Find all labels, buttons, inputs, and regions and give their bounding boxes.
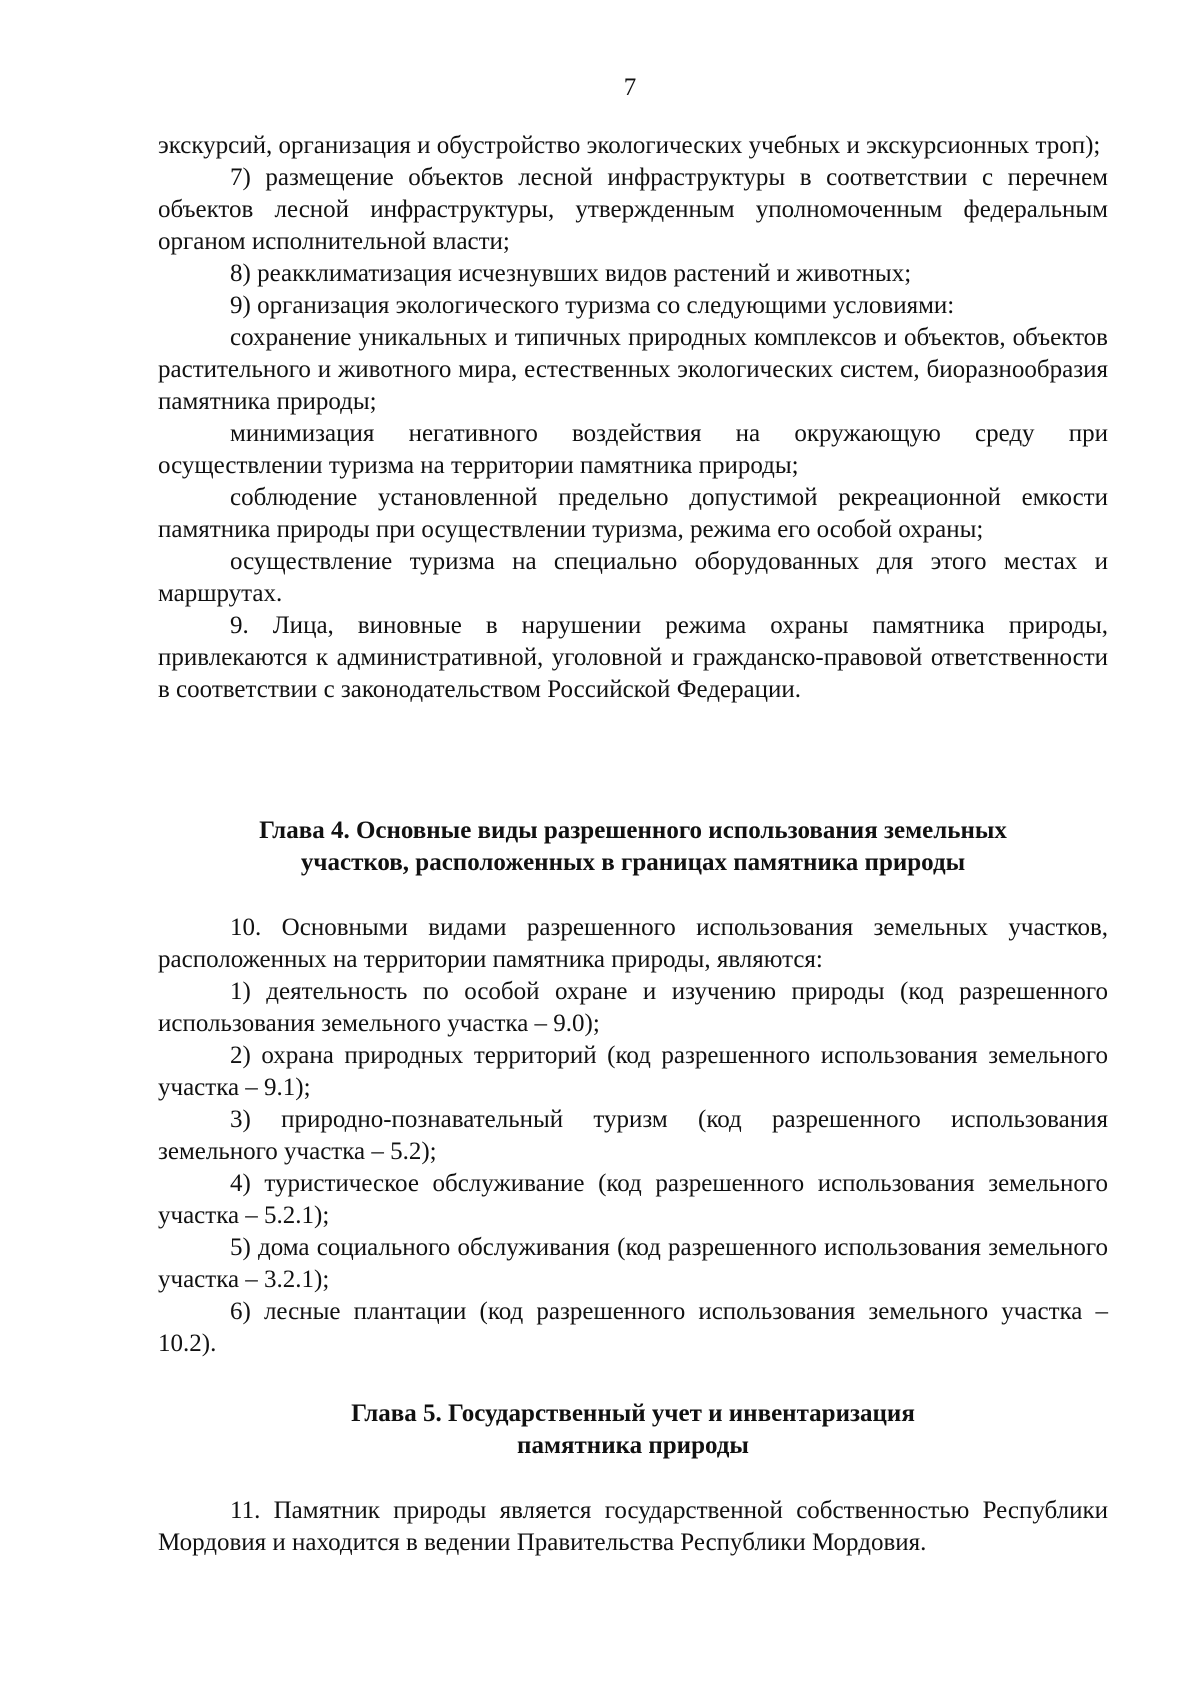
- paragraph: 6) лесные плантации (код разрешенного использования земельного участка – 10.2).: [158, 1298, 1108, 1357]
- paragraph: осуществление туризма на специально оборудованных для этого местах и маршрутах.: [158, 548, 1108, 607]
- paragraph: экскурсий, организация и обустройство экологических учебных и экскурсионных троп);: [158, 132, 1101, 159]
- paragraph: 3) природно-познавательный туризм (код разрешенного использования земельного участка – 5.2);: [158, 1106, 1108, 1165]
- chapter-5-heading-line-2: памятника природы: [517, 1432, 749, 1459]
- paragraph: 10. Основными видами разрешенного использования земельных участков, расположенных на территории памятника природы, являются:: [158, 914, 1108, 973]
- paragraph: 7) размещение объектов лесной инфраструктуры в соответствии с перечнем объектов лесной инфраструктуры, утвержденным уполномоченным федеральным органом исполнительной власти;: [158, 164, 1108, 255]
- paragraph: 8) реакклиматизация исчезнувших видов растений и животных;: [230, 260, 912, 287]
- text-block-protection-regime: [158, 130, 1108, 706]
- text-block-land-use: [158, 912, 1108, 1360]
- text-block-state-ownership: [158, 1495, 1108, 1559]
- chapter-5-heading: [158, 1398, 1108, 1462]
- paragraph: 5) дома социального обслуживания (код разрешенного использования земельного участка – 3.2.1);: [158, 1234, 1108, 1293]
- chapter-5-heading-line-1: Глава 5. Государственный учет и инвентаризация: [351, 1400, 915, 1427]
- paragraph: сохранение уникальных и типичных природных комплексов и объектов, объектов растительного и животного мира, естественных экологических систем, биоразнообразия памятника природы;: [158, 324, 1108, 415]
- chapter-4-heading-line-2: участков, расположенных в границах памятника природы: [300, 849, 966, 876]
- chapter-4-heading: [158, 815, 1108, 879]
- paragraph: 1) деятельность по особой охране и изучению природы (код разрешенного использования земельного участка – 9.0);: [158, 978, 1108, 1037]
- paragraph: 4) туристическое обслуживание (код разрешенного использования земельного участка – 5.2.1);: [158, 1170, 1108, 1229]
- paragraph: 9. Лица, виновные в нарушении режима охраны памятника природы, привлекаются к административной, уголовной и гражданско-правовой ответственности в соответствии с законодательством Российской Федерации.: [158, 612, 1108, 703]
- paragraph: 2) охрана природных территорий (код разрешенного использования земельного участка – 9.1);: [158, 1042, 1108, 1101]
- paragraph: 11. Памятник природы является государственной собственностью Республики Мордовия и находится в ведении Правительства Республики Мордовия.: [158, 1497, 1108, 1556]
- paragraph: 9) организация экологического туризма со следующими условиями:: [230, 292, 955, 319]
- chapter-4-heading-line-1: Глава 4. Основные виды разрешенного использования земельных: [259, 817, 1007, 844]
- page-number: 7: [623, 74, 637, 101]
- paragraph: минимизация негативного воздействия на окружающую среду при осуществлении туризма на территории памятника природы;: [158, 420, 1108, 479]
- paragraph: соблюдение установленной предельно допустимой рекреационной емкости памятника природы при осуществлении туризма, режима его особой охраны;: [158, 484, 1108, 543]
